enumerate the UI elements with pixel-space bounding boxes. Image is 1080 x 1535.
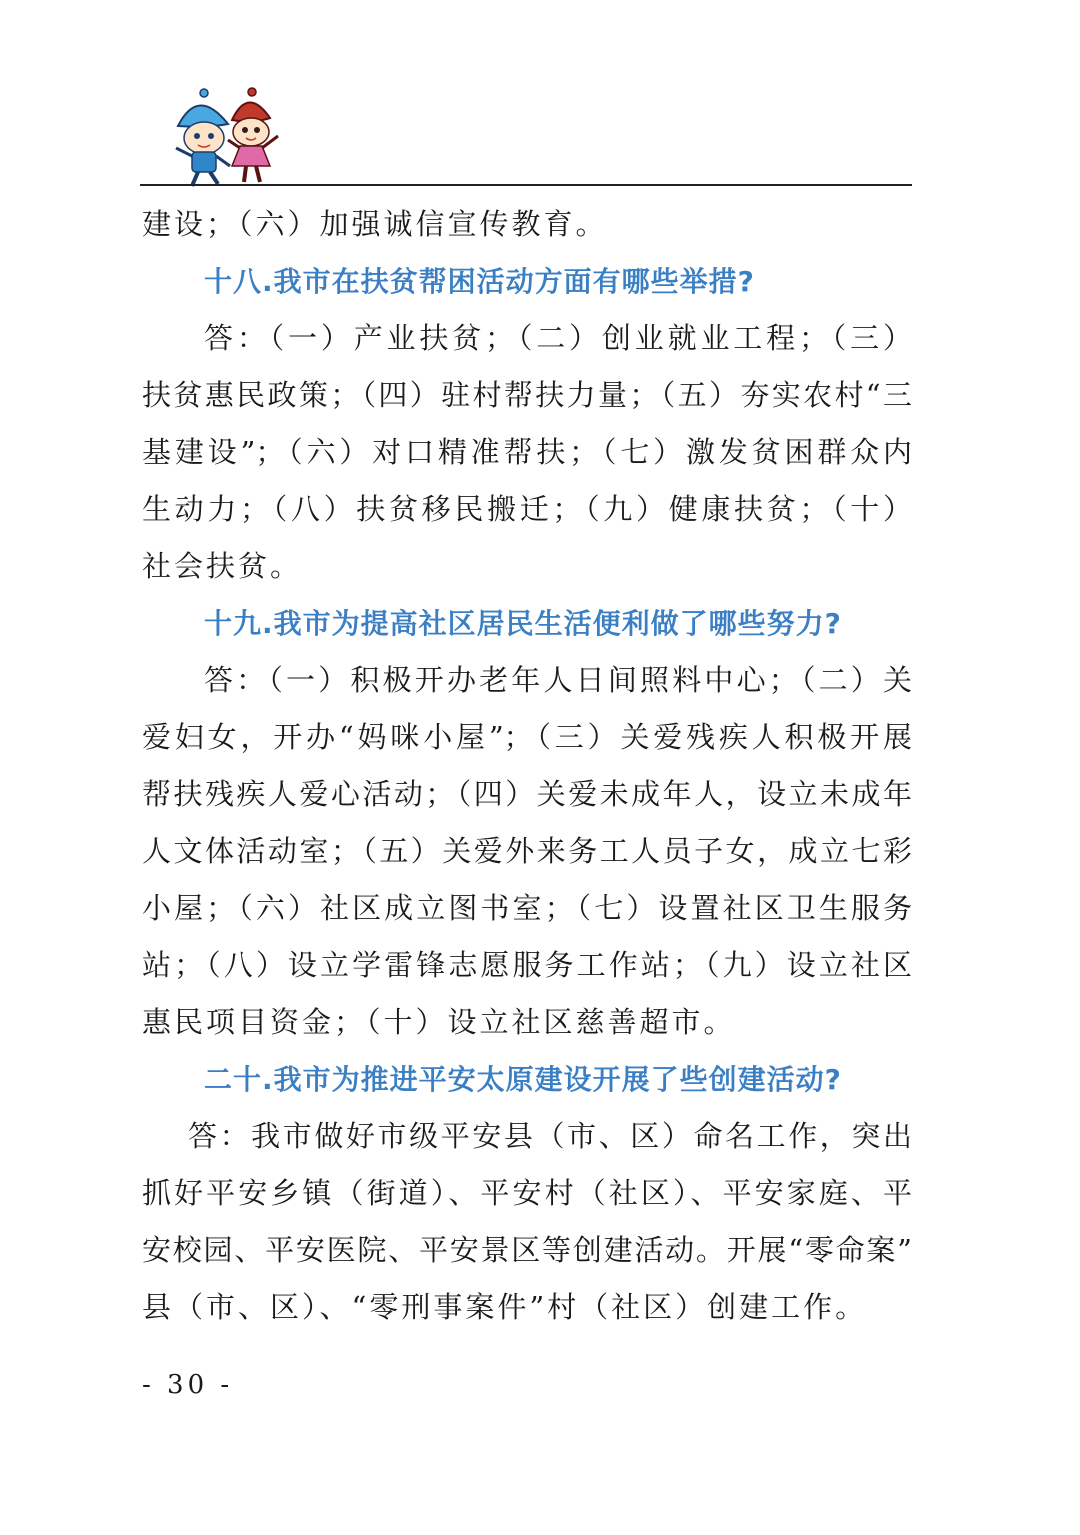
answer-line: 惠民项目资金；（十）设立社区慈善超市。 — [142, 1005, 736, 1039]
question-heading-19: 十九.我市为提高社区居民生活便利做了哪些努力? — [204, 607, 842, 640]
answer-line: 扶贫惠民政策；（四）驻村帮扶力量；（五）夯实农村“三 — [142, 378, 912, 412]
answer-line: 答：我市做好市级平安县（市、区）命名工作，突出 — [188, 1119, 912, 1153]
page-number: - 30 - — [142, 1370, 234, 1400]
answer-line: 社会扶贫。 — [142, 549, 303, 583]
answer-line: 站；（八）设立学雷锋志愿服务工作站；（九）设立社区 — [142, 948, 912, 982]
answer-line: 小屋；（六）社区成立图书室；（七）设置社区卫生服务 — [142, 891, 912, 925]
answer-line: 人文体活动室；（五）关爱外来务工人员子女，成立七彩 — [142, 834, 912, 868]
answer-line: 爱妇女，开办“妈咪小屋”；（三）关爱残疾人积极开展 — [142, 720, 912, 754]
answer-line: 安校园、平安医院、平安景区等创建活动。开展“零命案” — [142, 1233, 912, 1267]
answer-line: 抓好平安乡镇（街道）、平安村（社区）、平安家庭、平 — [142, 1176, 912, 1210]
answer-line: 答：（一）产业扶贫；（二）创业就业工程；（三） — [204, 321, 912, 355]
question-heading-18: 十八.我市在扶贫帮困活动方面有哪些举措? — [204, 265, 755, 298]
intro-line: 建设；（六）加强诚信宣传教育。 — [142, 207, 608, 241]
answer-line: 帮扶残疾人爱心活动；（四）关爱未成年人，设立未成年 — [142, 777, 912, 811]
answer-line: 生动力；（八）扶贫移民搬迁；（九）健康扶贫；（十） — [142, 492, 912, 526]
mascot-pair-icon — [168, 86, 288, 190]
answer-line: 县（市、区）、“零刑事案件”村（社区）创建工作。 — [142, 1290, 868, 1324]
document-body — [142, 196, 912, 1336]
header-divider — [140, 184, 912, 186]
red-mascot-icon — [228, 88, 278, 182]
blue-mascot-icon — [176, 89, 230, 186]
page-header — [140, 80, 912, 186]
answer-line: 基建设”；（六）对口精准帮扶；（七）激发贫困群众内 — [142, 435, 912, 469]
answer-line: 答：（一）积极开办老年人日间照料中心；（二）关 — [204, 663, 912, 697]
question-heading-20: 二十.我市为推进平安太原建设开展了些创建活动? — [204, 1063, 842, 1096]
